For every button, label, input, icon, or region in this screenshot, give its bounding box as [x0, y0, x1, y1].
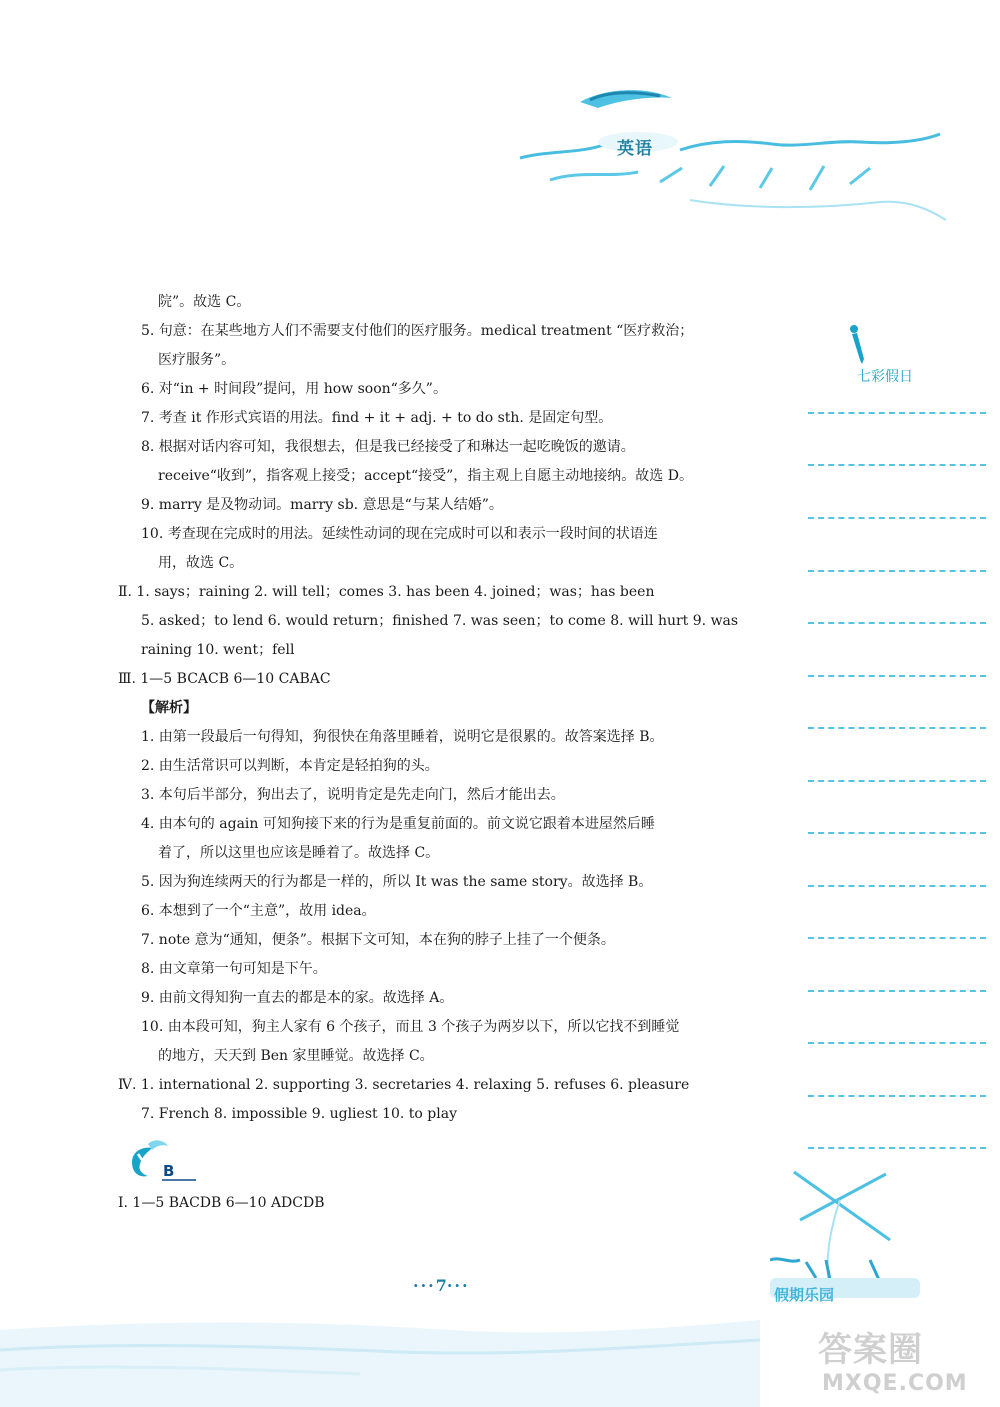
note-line: [808, 675, 986, 677]
text-line: 着了，所以这里也应该是睡着了。故选择 C。: [158, 845, 440, 861]
page-number-value: 7: [435, 1276, 447, 1295]
note-line: [808, 1095, 986, 1097]
text-line: Ⅰ. 1—5 BACDB 6—10 ADCDB: [118, 1195, 325, 1211]
note-line: [808, 885, 986, 887]
text-line: 医疗服务”。: [158, 352, 236, 368]
text-line: 7. 考查 it 作形式宾语的用法。find + it + adj. + to do sth. 是固定句型。: [141, 410, 613, 426]
note-line: [808, 412, 986, 414]
text-line: 6. 对“in + 时间段”提问，用 how soon“多久”。: [141, 381, 447, 397]
note-line: [808, 1147, 986, 1149]
text-line: 院”。故选 C。: [158, 294, 251, 310]
note-line: [808, 832, 986, 834]
text-line: Ⅳ. 1. international 2. supporting 3. secretaries 4. relaxing 5. refuses 6. pleasure: [118, 1077, 690, 1093]
text-line: 用，故选 C。: [158, 555, 244, 571]
note-line: [808, 517, 986, 519]
text-line: 8. 由文章第一句可知是下午。: [141, 961, 327, 977]
watermark: [818, 1322, 993, 1404]
note-line: [808, 727, 986, 729]
page-dots: ···: [446, 1276, 470, 1295]
text-line: 9. marry 是及物动词。marry sb. 意思是“与某人结婚”。: [141, 497, 503, 513]
text-line: 的地方，天天到 Ben 家里睡觉。故选择 C。: [158, 1048, 434, 1064]
note-line: [808, 464, 986, 466]
note-line: [808, 990, 986, 992]
section-heading: 【解析】: [141, 700, 197, 716]
text-line: 7. French 8. impossible 9. ugliest 10. to play: [141, 1106, 457, 1122]
header-wave-decoration: [510, 70, 950, 230]
footer-label: 假期乐园: [774, 1286, 835, 1304]
header-title: 英语: [617, 139, 653, 159]
text-line: 10. 考查现在完成时的用法。延续性动词的现在完成时可以和表示一段时间的状语连: [141, 526, 658, 542]
text-line: 4. 由本句的 again 可知狗接下来的行为是重复前面的。前文说它跟着本进屋然后睡: [141, 816, 655, 832]
sidebar-label: 七彩假日: [857, 369, 913, 385]
text-line: raining 10. went；fell: [141, 642, 295, 658]
text-line: 5. asked；to lend 6. would return；finished 7. was seen；to come 8. will hurt 9. was: [141, 613, 739, 629]
note-line: [808, 1042, 986, 1044]
text-line: 1. 由第一段最后一句得知，狗很快在角落里睡着，说明它是很累的。故答案选择 B。: [141, 729, 664, 745]
text-line: 5. 因为狗连续两天的行为都是一样的，所以 It was the same story。故选择 B。: [141, 874, 653, 890]
text-line: 2. 由生活常识可以判断，本肯定是轻拍狗的头。: [141, 758, 439, 774]
text-line: 7. note 意为“通知，便条”。根据下文可知，本在狗的脖子上挂了一个便条。: [141, 932, 615, 948]
text-line: 8. 根据对话内容可知，我很想去，但是我已经接受了和琳达一起吃晚饭的邀请。: [141, 439, 635, 455]
section-b-badge-icon: [118, 1136, 198, 1184]
note-line: [808, 622, 986, 624]
section-b-letter: B: [163, 1162, 175, 1180]
note-line: [808, 937, 986, 939]
text-line: receive“收到”，指客观上接受；accept“接受”，指主观上自愿主动地接纳。故选 D。: [158, 468, 693, 484]
text-line: 10. 由本段可知，狗主人家有 6 个孩子，而且 3 个孩子为两岁以下，所以它找不到睡觉: [141, 1019, 680, 1035]
note-line: [808, 570, 986, 572]
text-line: Ⅲ. 1—5 BCACB 6—10 CABAC: [118, 671, 331, 687]
page-dots: ···: [413, 1276, 436, 1295]
pen-icon: [848, 324, 868, 366]
text-line: 3. 本句后半部分，狗出去了，说明肯定是先走向门，然后才能出去。: [141, 787, 565, 803]
text-line: 6. 本想到了一个“主意”，故用 idea。: [141, 903, 376, 919]
watermark-top: 答案圈: [818, 1330, 923, 1370]
text-line: 5. 句意：在某些地方人们不需要支付他们的医疗服务。medical treatment “医疗救治；: [141, 323, 694, 339]
note-line: [808, 780, 986, 782]
text-line: 9. 由前文得知狗一直去的都是本的家。故选择 A。: [141, 990, 454, 1006]
text-line: Ⅱ. 1. says；raining 2. will tell；comes 3. has been 4. joined；was；has been: [118, 584, 655, 600]
watermark-bottom: MXQE.COM: [822, 1371, 968, 1396]
